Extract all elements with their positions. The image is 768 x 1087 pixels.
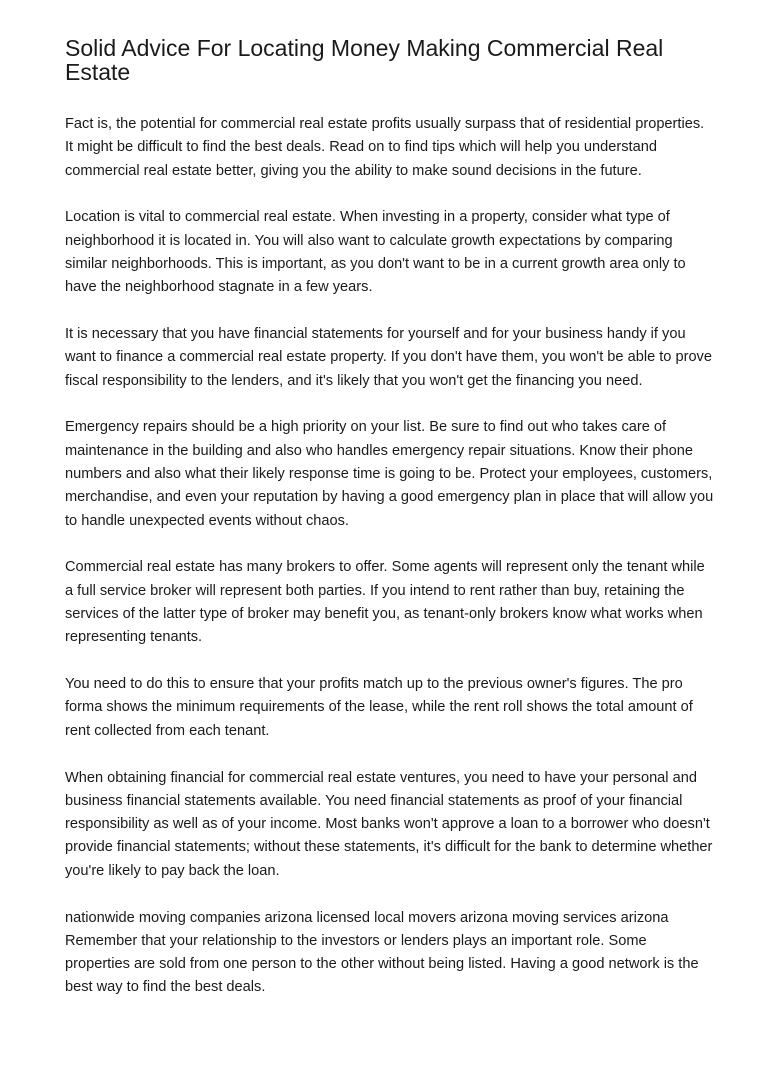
paragraph-obtaining-financial: When obtaining financial for commercial real estate ventures, you need to have your personal and business financial statements available. You need financial statements as proof of your financial responsibility as well as of your income. Most banks won't approve a loan to a borrower who doesn't provide financial statements; without these statements, it's difficult for the bank to determine whether you're likely to pay back the loan. [65, 769, 713, 879]
document-title: Solid Advice For Locating Money Making Commercial Real Estate [65, 35, 664, 85]
paragraph-brokers: Commercial real estate has many brokers to offer. Some agents will represent only the tenant while a full service broker will represent both parties. If you intend to rent rather than buy, retaining the services of the latter type of broker may benefit you, as tenant-only brokers know what works when representing tenants. [65, 559, 705, 646]
paragraph-network: nationwide moving companies arizona licensed local movers arizona moving services arizona Remember that your relationship to the investors or lenders plays an important role. Some properties are sold from one person to the other without being listed. Having a good network is the best way to find the best deals. [65, 909, 699, 996]
paragraph-financial-statements: It is necessary that you have financial statements for yourself and for your business handy if you want to finance a commercial real estate property. If you don't have them, you won't be able to prove fiscal responsibility to the lenders, and it's likely that you won't get the financing you need. [65, 326, 712, 389]
paragraph-fact-is: Fact is, the potential for commercial real estate profits usually surpass that of residential properties. It might be difficult to find the best deals. Read on to find tips which will help you understand commercial real estate better, giving you the ability to make sound decisions in the future. [65, 116, 705, 179]
paragraph-profits: You need to do this to ensure that your profits match up to the previous owner's figures. The pro forma shows the minimum requirements of the lease, while the rent roll shows the total amount of rent collected from each tenant. [65, 676, 693, 739]
document-page [65, 36, 715, 1000]
paragraph-emergency-repairs: Emergency repairs should be a high priority on your list. Be sure to find out who takes care of maintenance in the building and also who handles emergency repair situations. Know their phone numbers and also what their likely response time is going to be. Protect your employees, customers, merchandise, and even your reputation by having a good emergency plan in place that will allow you to handle unexpected events without chaos. [65, 419, 714, 529]
paragraph-location: Location is vital to commercial real estate. When investing in a property, consider what type of neighborhood it is located in. You will also want to calculate growth expectations by comparing similar neighborhoods. This is important, as you don't want to be in a current growth area only to have the neighborhood stagnate in a few years. [65, 209, 686, 296]
